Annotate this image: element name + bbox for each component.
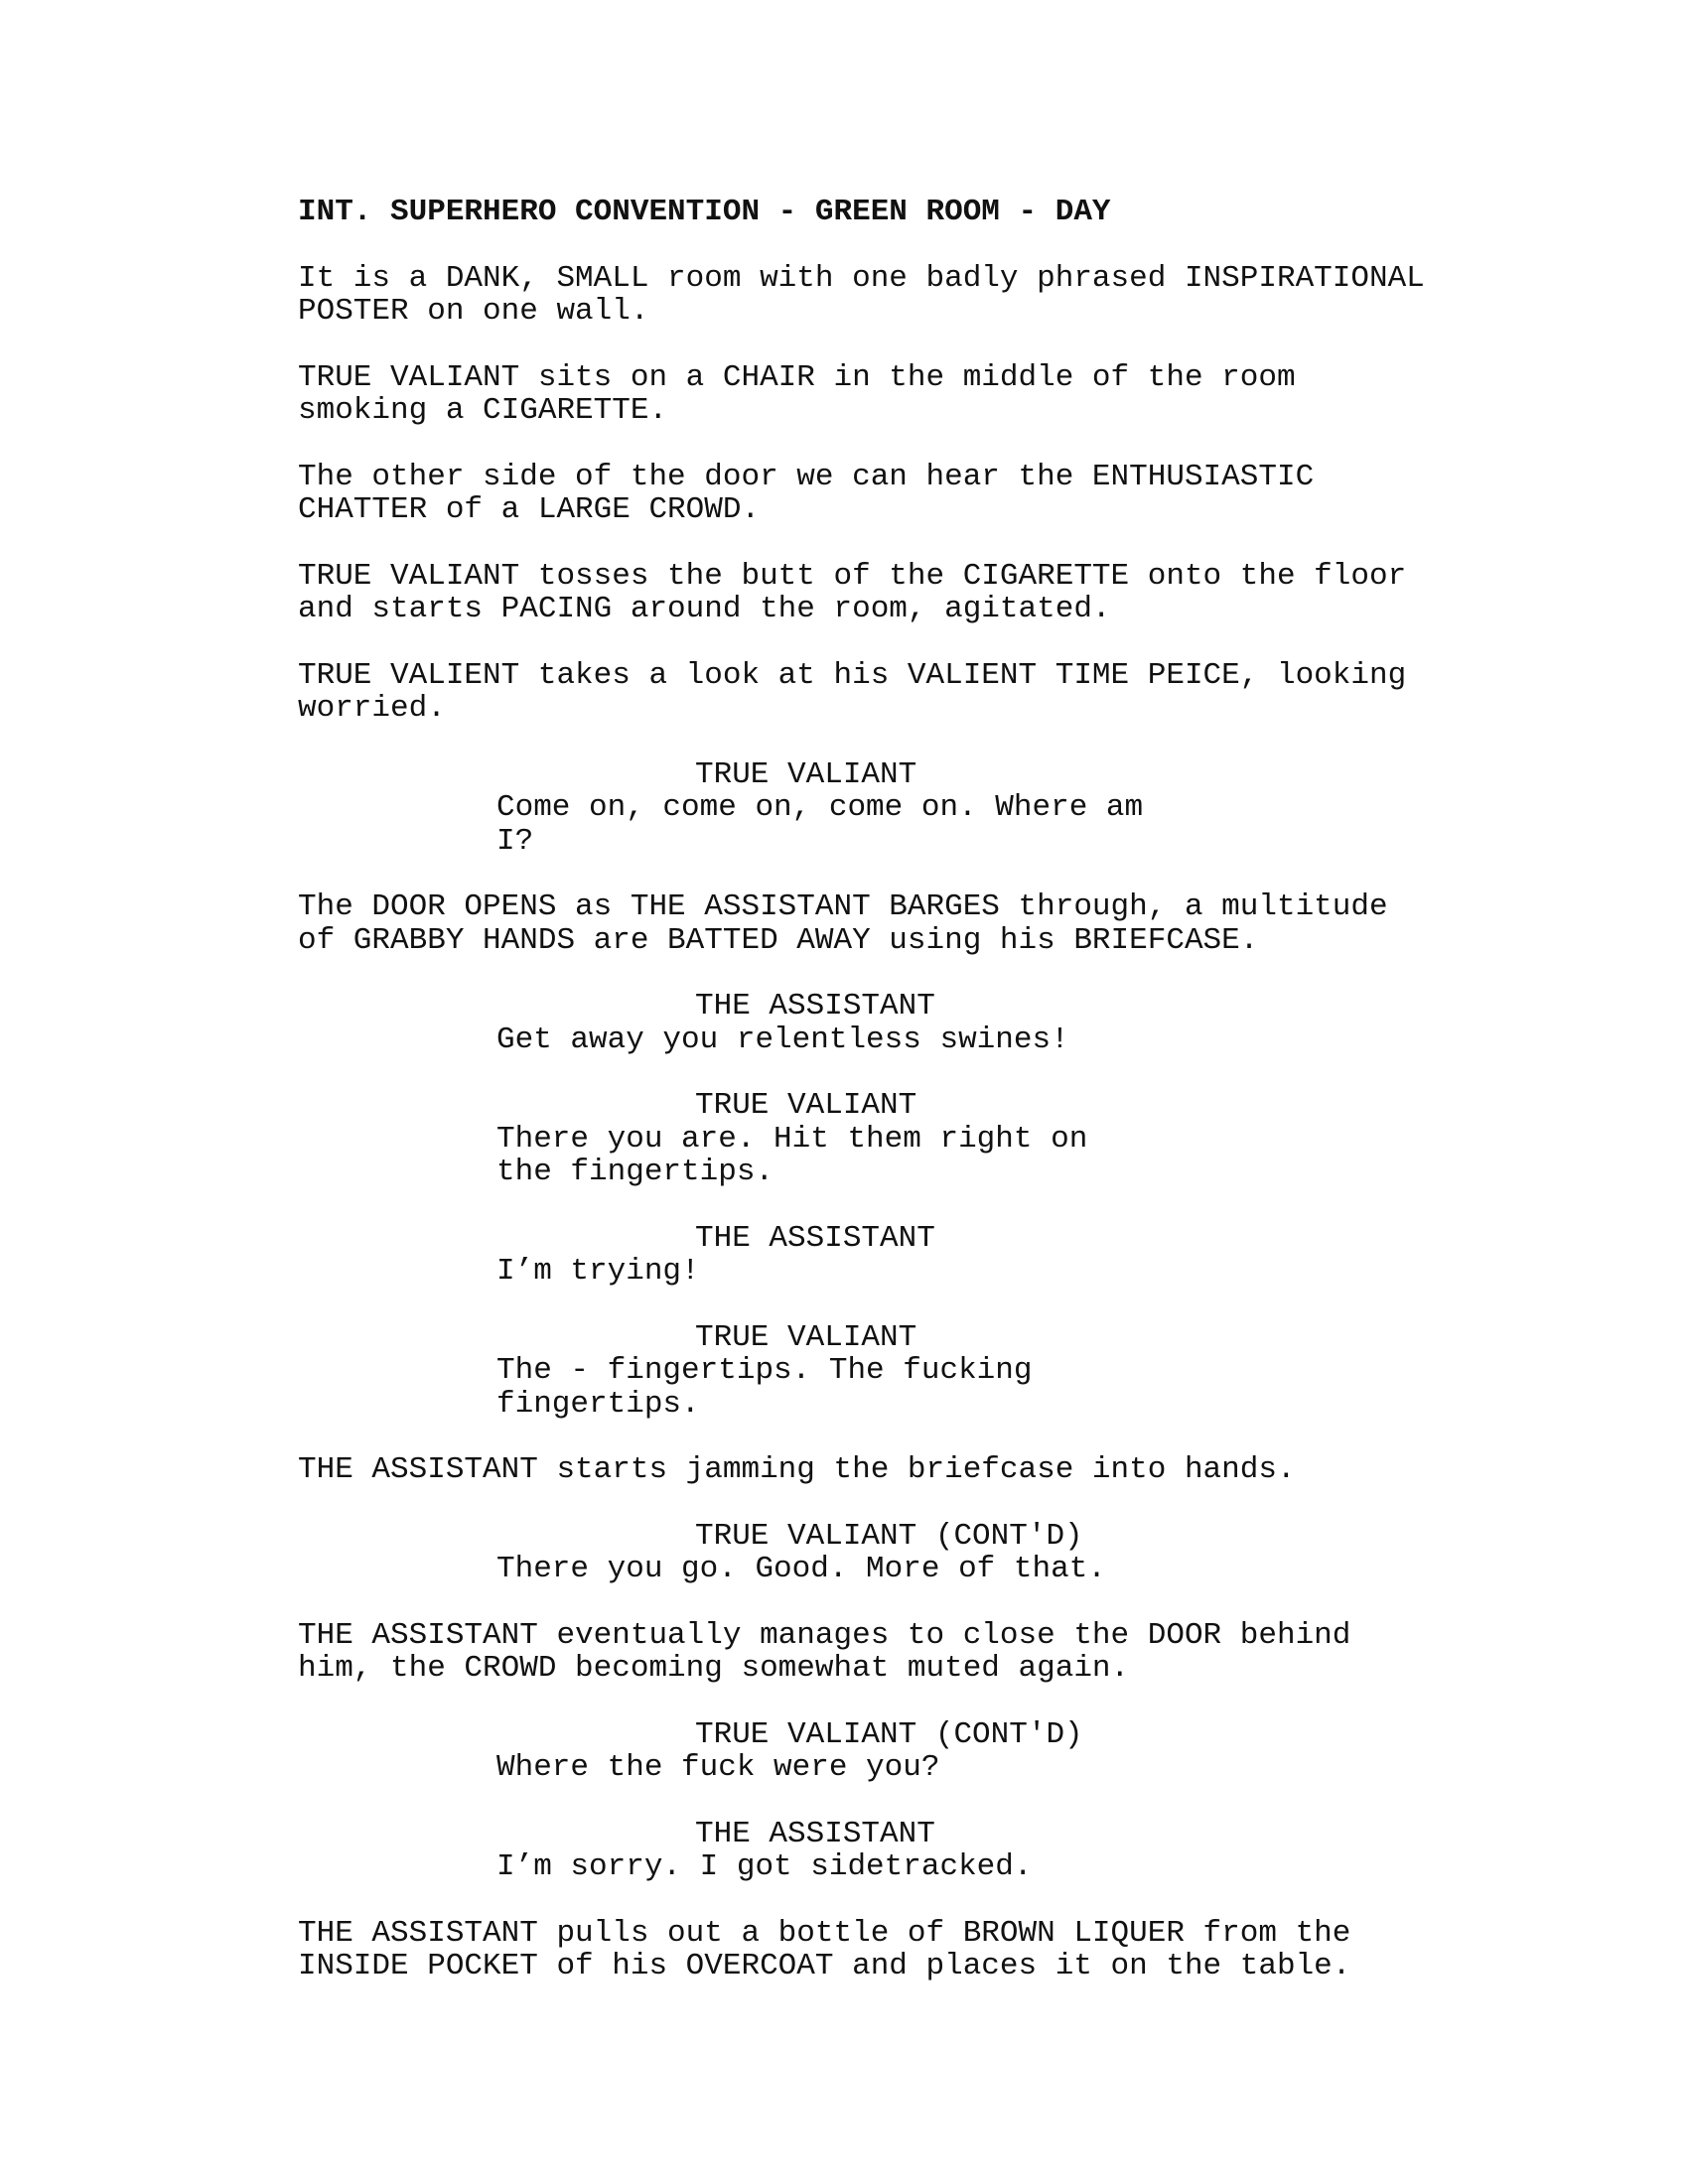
- action-line: THE ASSISTANT pulls out a bottle of BROWN LIQUER from the INSIDE POCKET of his OVERCOAT and places it on the table.: [298, 1915, 1351, 1983]
- character-name: TRUE VALIANT (CONT'D): [695, 1716, 1083, 1752]
- dialogue-line: I’m sorry. I got sidetracked.: [496, 1849, 1033, 1884]
- action-line: TRUE VALIENT takes a look at his VALIENT TIME PEICE, looking worried.: [298, 657, 1407, 726]
- action-line: THE ASSISTANT eventually manages to close the DOOR behind him, the CROWD becoming somewhat muted again.: [298, 1617, 1351, 1686]
- dialogue-block: [298, 990, 1509, 1056]
- action-line: The other side of the door we can hear the ENTHUSIASTIC CHATTER of a LARGE CROWD.: [298, 459, 1315, 527]
- action-line: TRUE VALIANT sits on a CHAIR in the middle of the room smoking a CIGARETTE.: [298, 359, 1296, 428]
- dialogue-line: There you go. Good. More of that.: [496, 1552, 1106, 1586]
- character-name: TRUE VALIANT: [695, 1088, 917, 1123]
- dialogue-block: [298, 1089, 1509, 1189]
- character-name: THE ASSISTANT: [695, 1220, 935, 1256]
- dialogue-line: The - fingertips. The fucking fingertips.: [496, 1353, 1033, 1422]
- character-name: TRUE VALIANT: [695, 1319, 917, 1355]
- action-line: TRUE VALIANT tosses the butt of the CIGARETTE onto the floor and starts PACING around the room, agitated.: [298, 558, 1407, 626]
- dialogue-line: Come on, come on, come on. Where am I?: [496, 790, 1144, 859]
- scene-heading: INT. SUPERHERO CONVENTION - GREEN ROOM - DAY: [298, 195, 1111, 229]
- character-name: THE ASSISTANT: [695, 1816, 935, 1851]
- dialogue-line: Where the fuck were you?: [496, 1750, 940, 1785]
- dialogue-block: [298, 1520, 1509, 1586]
- action-line: THE ASSISTANT starts jamming the briefcase into hands.: [298, 1452, 1296, 1487]
- dialogue-block: [298, 1818, 1509, 1884]
- screenplay-body: [298, 196, 1509, 2016]
- dialogue-block: [298, 1321, 1509, 1422]
- dialogue-line: Get away you relentless swines!: [496, 1022, 1069, 1057]
- action-line: The DOOR OPENS as THE ASSISTANT BARGES through, a multitude of GRABBY HANDS are BATTED AWAY using his BRIEFCASE.: [298, 889, 1388, 958]
- character-name: TRUE VALIANT: [695, 756, 917, 792]
- character-name: TRUE VALIANT (CONT'D): [695, 1518, 1083, 1554]
- dialogue-block: [298, 1222, 1509, 1289]
- action-line: It is a DANK, SMALL room with one badly phrased INSPIRATIONAL POSTER on one wall.: [298, 260, 1425, 329]
- character-name: THE ASSISTANT: [695, 989, 935, 1024]
- dialogue-block: [298, 1718, 1509, 1785]
- dialogue-line: There you are. Hit them right on the fingertips.: [496, 1121, 1088, 1189]
- dialogue-line: I’m trying!: [496, 1254, 700, 1289]
- dialogue-block: [298, 758, 1509, 859]
